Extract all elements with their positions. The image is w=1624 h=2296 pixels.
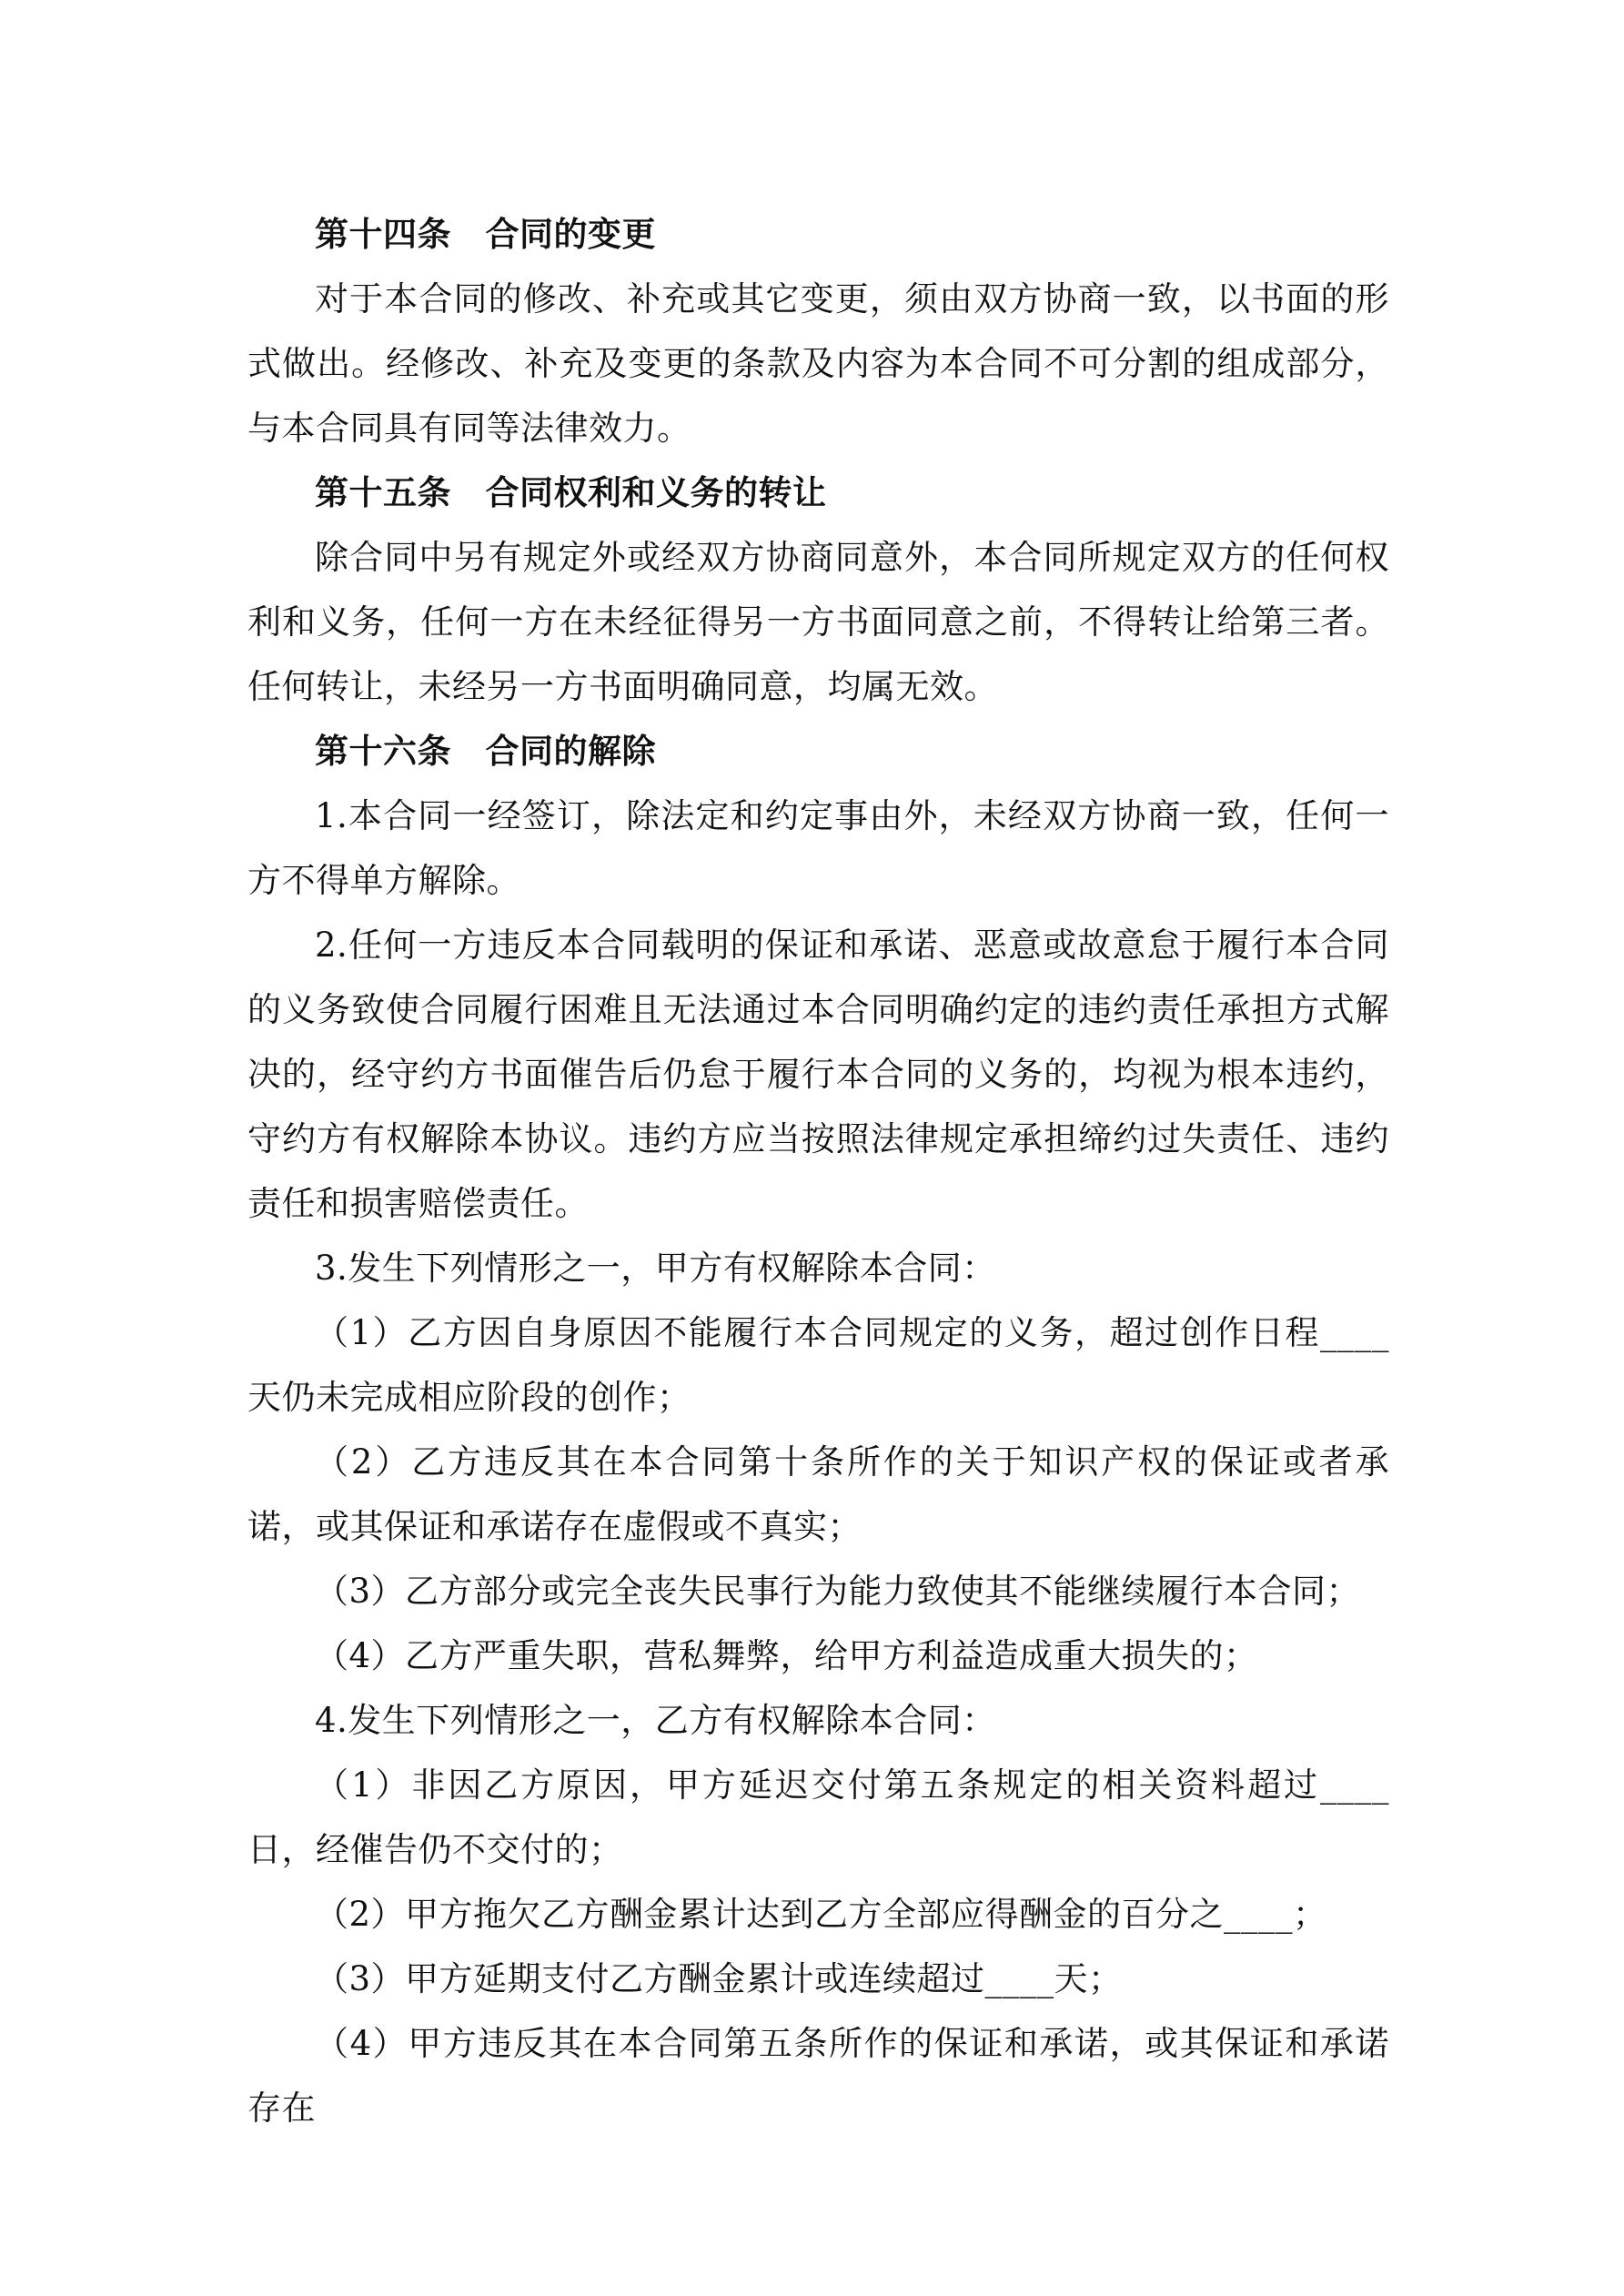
clause-4-item-3: （3）甲方延期支付乙方酬金累计或连续超过____天； (315, 1959, 1123, 1998)
clause-4-item-4: （4）甲方违反其在本合同第五条所作的保证和承诺，或其保证和承诺存在 (247, 2024, 1389, 2128)
article-16-clause-1: 1.本合同一经签订，除法定和约定事由外，未经双方协商一致，任何一方不得单方解除。 (247, 796, 1389, 900)
article-16-clause-4-intro: 4.发生下列情形之一，乙方有权解除本合同： (315, 1701, 996, 1740)
article-14-body: 对于本合同的修改、补充或其它变更，须由双方协商一致，以书面的形式做出。经修改、补充及变更的条款及内容为本合同不可分割的组成部分，与本合同具有同等法律效力。 (247, 279, 1389, 448)
clause-4-item-1: （1）非因乙方原因，甲方延迟交付第五条规定的相关资料超过____日，经催告仍不交付的； (247, 1765, 1389, 1869)
clause-3-item-2: （2）乙方违反其在本合同第十条所作的关于知识产权的保证或者承诺，或其保证和承诺存在虚假或不真实； (247, 1442, 1389, 1546)
clause-3-item-3: （3）乙方部分或完全丧失民事行为能力致使其不能继续履行本合同； (315, 1572, 1361, 1611)
clause-3-item-1: （1）乙方因自身原因不能履行本合同规定的义务，超过创作日程____天仍未完成相应阶段的创作； (247, 1313, 1389, 1417)
article-14-heading: 第十四条 合同的变更 (315, 214, 656, 254)
article-15-heading: 第十五条 合同权利和义务的转让 (315, 472, 827, 512)
clause-3-item-4: （4）乙方严重失职，营私舞弊，给甲方利益造成重大损失的； (315, 1636, 1258, 1675)
contract-text (247, 202, 1389, 2140)
article-16-clause-2: 2.任何一方违反本合同载明的保证和承诺、恶意或故意怠于履行本合同的义务致使合同履行困难且无法通过本合同明确约定的违约责任承担方式解决的，经守约方书面催告后仍怠于履行本合同的义务的，均视为根本违约，守约方有权解除本协议。违约方应当按照法律规定承担缔约过失责任、违约责任和损害赔偿责任。 (247, 925, 1389, 1223)
article-16-clause-3-intro: 3.发生下列情形之一，甲方有权解除本合同： (315, 1249, 996, 1288)
article-15-body: 除合同中另有规定外或经双方协商同意外，本合同所规定双方的任何权利和义务，任何一方在未经征得另一方书面同意之前，不得转让给第三者。任何转让，未经另一方书面明确同意，均属无效。 (247, 538, 1389, 706)
article-16-heading: 第十六条 合同的解除 (315, 731, 656, 771)
clause-4-item-2: （2）甲方拖欠乙方酬金累计达到乙方全部应得酬金的百分之____； (315, 1895, 1327, 1934)
